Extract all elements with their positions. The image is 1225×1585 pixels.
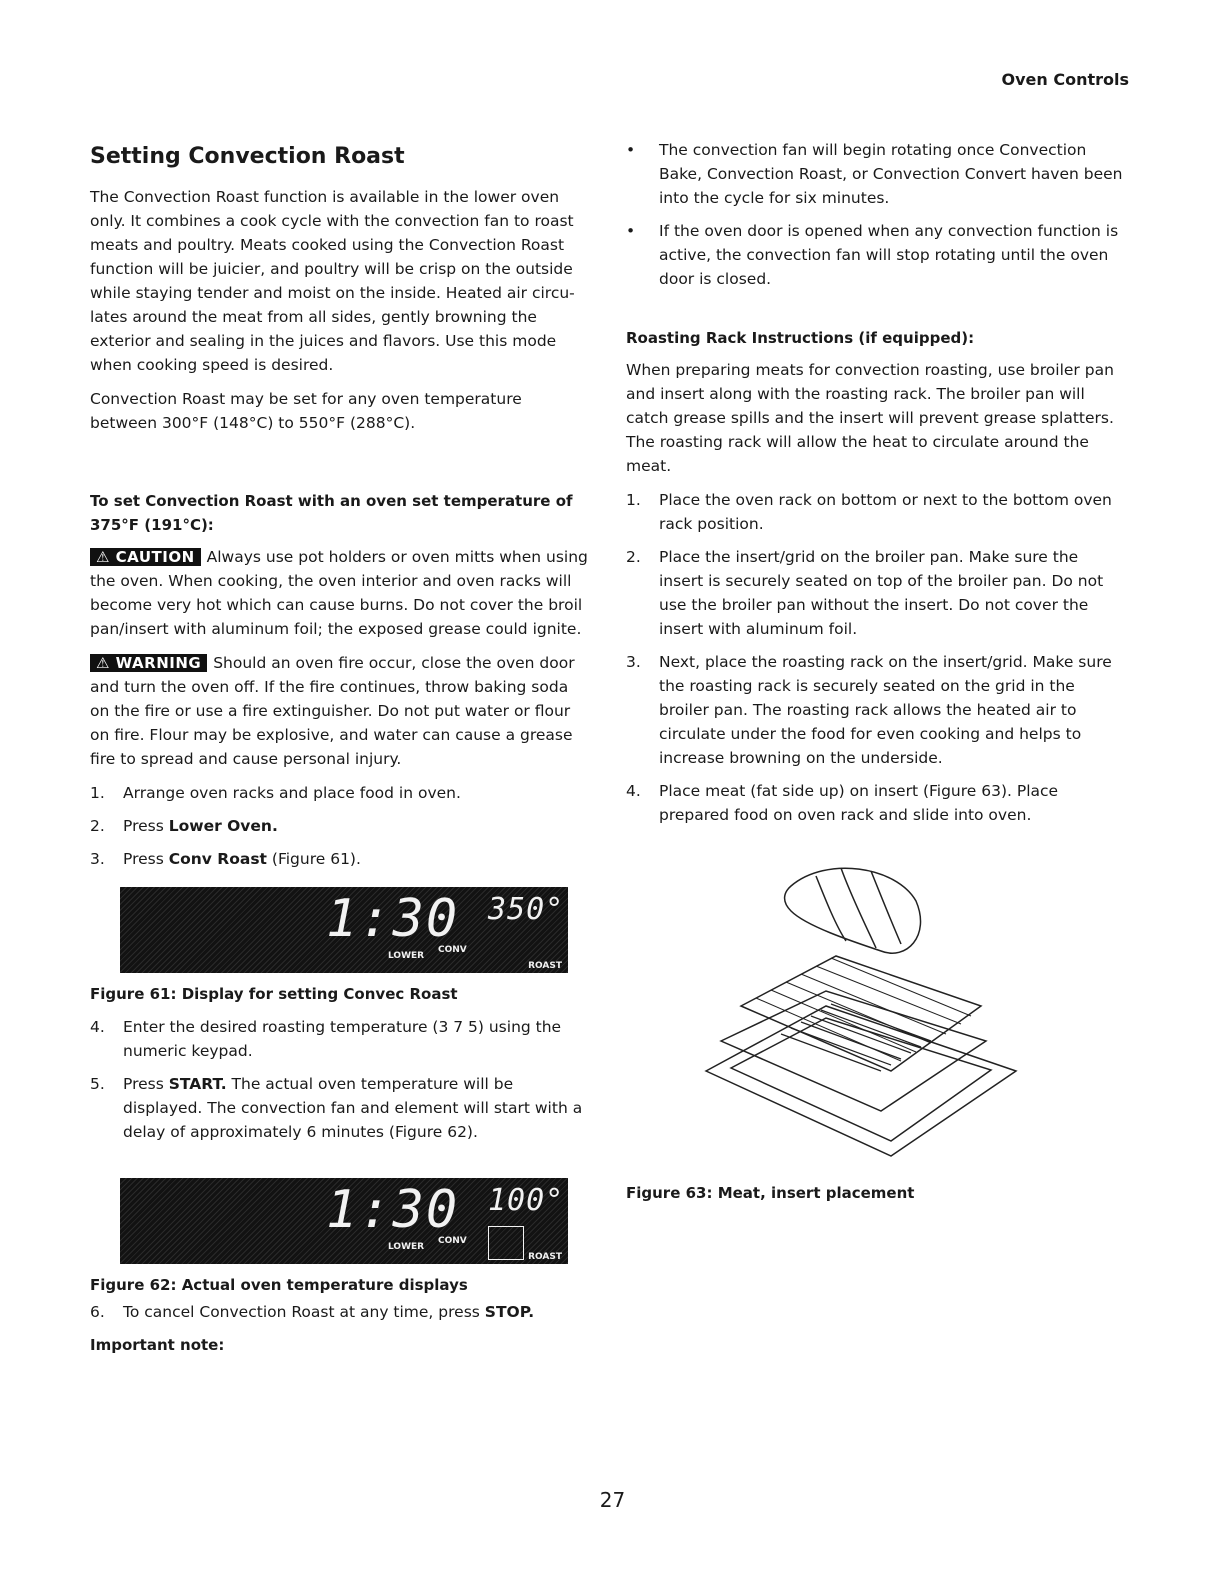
rack-heading: Roasting Rack Instructions (if equipped): (626, 329, 975, 347)
step-text: Arrange oven racks and place food in oven. (123, 784, 461, 802)
display-conv-indicator: CONV (438, 1236, 467, 1246)
section-header: Oven Controls (1001, 70, 1129, 89)
right-column (626, 138, 1126, 1214)
step-number: 4. (90, 1018, 105, 1036)
temperature-range-paragraph: Convection Roast may be set for any oven temperature between 300°F (148°C) to 550°F (288°C). (90, 390, 522, 432)
step-text: Place the oven rack on bottom or next to the bottom oven rack position. (659, 491, 1112, 533)
left-column (90, 138, 590, 1365)
step-text: Press (123, 817, 169, 835)
display-time: 1:30 (326, 1180, 460, 1240)
caution-paragraph (90, 545, 590, 641)
display-temperature: 350° (488, 892, 565, 927)
display-temperature: 100° (488, 1183, 565, 1218)
caution-text: Always use pot holders or oven mitts when using the oven. When cooking, the oven interior and oven racks will become very hot which can cause burns. Do not cover the broil pan/insert with aluminum foil; the exposed grease could ignite. (90, 548, 588, 638)
step-text: Place meat (fat side up) on insert (Figure 63). Place prepared food on oven rack and slide into oven. (659, 782, 1059, 824)
page-title: Setting Convection Roast (90, 144, 405, 169)
warning-text: Should an oven fire occur, close the oven door and turn the oven off. If the fire continues, throw baking soda on the fire or use a fire extinguisher. Do not put water or flour on fire. Flour may be explosive, and water can cause a grease fire to spread and cause personal injury. (90, 654, 575, 768)
key-name: Conv Roast (168, 850, 267, 868)
figure-63-caption: Figure 63: Meat, insert placement (626, 1184, 915, 1202)
warning-paragraph (90, 651, 590, 771)
step-number: 2. (626, 548, 641, 566)
list-item (626, 488, 1126, 536)
step-text: The actual oven temperature will be displayed. The convection fan and element will start with a delay of approximately 6 minutes (Figure 62). (123, 1075, 583, 1141)
bullet-icon: • (626, 141, 636, 159)
key-name: STOP. (484, 1303, 535, 1321)
page-number: 27 (599, 1488, 626, 1512)
step-text: Press (123, 850, 169, 868)
step-number: 6. (90, 1303, 105, 1321)
display-roast-indicator: ROAST (528, 961, 562, 971)
step-number: 3. (626, 653, 641, 671)
step-text: (Figure 61). (266, 850, 361, 868)
display-fan-box-icon (488, 1226, 524, 1260)
steps-list-b (90, 1015, 590, 1144)
step-text: To cancel Convection Roast at any time, press (123, 1303, 485, 1321)
key-name: Lower Oven. (168, 817, 278, 835)
display-roast-indicator: ROAST (528, 1252, 562, 1262)
bullet-text: If the oven door is opened when any convection function is active, the convection fan will stop rotating until the oven door is closed. (659, 222, 1119, 288)
figure-62-caption: Figure 62: Actual oven temperature displays (90, 1276, 468, 1294)
list-item (626, 779, 1126, 827)
list-item (90, 1015, 590, 1063)
insert-slots (781, 1004, 931, 1071)
display-lower-indicator: LOWER (388, 1242, 425, 1252)
steps-list-a (90, 781, 590, 871)
step-text: Enter the desired roasting temperature (3 7 5) using the numeric keypad. (123, 1018, 562, 1060)
caution-label: ⚠ CAUTION (90, 548, 201, 566)
display-conv-indicator: CONV (438, 945, 467, 955)
display-time: 1:30 (326, 889, 460, 949)
oven-display-figure-62 (120, 1178, 568, 1264)
list-item (90, 1300, 590, 1324)
important-note-heading: Important note: (90, 1336, 225, 1354)
step-text: Place the insert/grid on the broiler pan. Make sure the insert is securely seated on top of the broiler pan. Do not use the broiler pan without the insert. Do not cover the insert with aluminum foil. (659, 548, 1104, 638)
list-item (90, 847, 590, 871)
list-item (626, 138, 1126, 210)
key-name: START. (168, 1075, 227, 1093)
list-item (626, 650, 1126, 770)
list-item (626, 545, 1126, 641)
step-number: 3. (90, 850, 105, 868)
step-number: 1. (90, 784, 105, 802)
display-lower-indicator: LOWER (388, 951, 425, 961)
rack-intro-paragraph: When preparing meats for convection roasting, use broiler pan and insert along with the roasting rack. The broiler pan will catch grease spills and the insert will prevent grease splatters. The roasting rack will allow the heat to circulate around the meat. (626, 361, 1114, 475)
step-text: Next, place the roasting rack on the insert/grid. Make sure the roasting rack is securely seated on the grid in the broiler pan. The roasting rack allows the heated air to circulate under the food for even cooking and helps to increase browning on the underside. (659, 653, 1112, 767)
list-item (626, 219, 1126, 291)
step-number: 4. (626, 782, 641, 800)
bullet-list (626, 138, 1126, 291)
warning-label: ⚠ WARNING (90, 654, 207, 672)
meat-rack-illustration (686, 856, 1026, 1166)
meat-twine (816, 868, 901, 948)
figure-61-caption: Figure 61: Display for setting Convec Roast (90, 985, 458, 1003)
steps-list-c (90, 1300, 590, 1324)
list-item (90, 1072, 590, 1144)
list-item (90, 814, 590, 838)
list-item (90, 781, 590, 805)
step-text: Press (123, 1075, 169, 1093)
bullet-text: The convection fan will begin rotating once Convection Bake, Convection Roast, or Convection Convert haven been into the cycle for six minutes. (659, 141, 1123, 207)
intro-paragraph: The Convection Roast function is available in the lower oven only. It combines a cook cycle with the convection fan to roast meats and poultry. Meats cooked using the Convection Roast function will be juicier, and poultry will be crisp on the outside while staying tender and moist on the inside. Heated air circu-lates around the meat from all sides, gently browning the exterior and sealing in the juices and flavors. Use this mode when cooking speed is desired. (90, 188, 575, 374)
step-number: 5. (90, 1075, 105, 1093)
bullet-icon: • (626, 222, 636, 240)
set-heading: To set Convection Roast with an oven set temperature of 375°F (191°C): (90, 492, 573, 534)
step-number: 1. (626, 491, 641, 509)
rack-steps-list (626, 488, 1126, 827)
oven-display-figure-61 (120, 887, 568, 973)
step-number: 2. (90, 817, 105, 835)
